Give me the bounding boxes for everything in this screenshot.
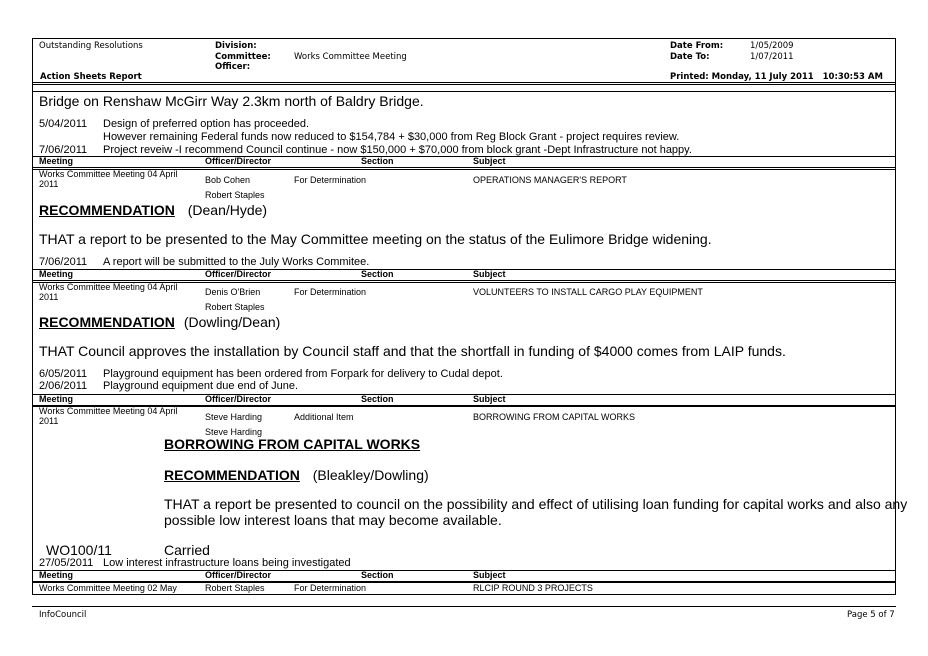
- block1-note-text-1: Design of preferred option has proceeded.: [103, 118, 310, 130]
- col-subject: Subject: [473, 156, 506, 166]
- col-officer: Officer/Director: [205, 570, 272, 580]
- item2-note-date-1: 6/05/2011: [39, 368, 88, 380]
- item2-recommendation: [39, 312, 280, 331]
- item4-officer: Robert Staples: [205, 583, 265, 593]
- table-header-bar: [32, 394, 896, 406]
- header-rule-2: [32, 84, 896, 85]
- item2-note-text-2: Playground equipment due end of June.: [103, 380, 299, 392]
- content-bottom-border: [32, 594, 896, 595]
- col-meeting: Meeting: [39, 269, 74, 279]
- footer-page-number: Page 5 of 7: [847, 610, 895, 620]
- item3-director: Steve Harding: [205, 427, 263, 437]
- item1-note-date: 7/06/2011: [39, 256, 88, 268]
- col-section: Section: [361, 269, 394, 279]
- header-rule-1: [32, 82, 896, 83]
- item3-meeting: Works Committee Meeting 04 April 2011: [39, 406, 178, 426]
- block1-title: Bridge on Renshaw McGirr Way 2.3km north of Baldry Bridge.: [39, 93, 424, 109]
- item3-resolution-no: WO100/11: [46, 542, 112, 558]
- col-meeting: Meeting: [39, 570, 74, 580]
- item2-subject: VOLUNTEERS TO INSTALL CARGO PLAY EQUIPMENT: [473, 287, 703, 297]
- item1-recommendation: [39, 200, 267, 219]
- table-header-bar: [32, 570, 896, 582]
- item4-meeting: Works Committee Meeting 02 May: [39, 583, 177, 593]
- report-title: Outstanding Resolutions: [39, 41, 143, 51]
- item3-title: BORROWING FROM CAPITAL WORKS: [164, 436, 421, 452]
- item3-rec-text-1: THAT a report be presented to council on the possibility and effect of utilising loan funding for capital works and also any: [164, 496, 908, 512]
- item2-officer: Denis O'Brien: [205, 287, 261, 297]
- item4-section: For Determination: [294, 583, 367, 593]
- date-to-value: 1/07/2011: [750, 52, 794, 62]
- item3-subject: BORROWING FROM CAPITAL WORKS: [473, 412, 636, 422]
- printed-time: 10:30:53 AM: [822, 72, 883, 82]
- item1-director: Robert Staples: [205, 190, 265, 200]
- item1-rec-text: THAT a report to be presented to the May Committee meeting on the status of the Eulimore Bridge widening.: [39, 231, 712, 247]
- date-to-label: Date To:: [670, 52, 710, 62]
- item3-note-date: 27/05/2011: [39, 557, 94, 569]
- block1-note-text-2: However remaining Federal funds now reduced to $154,784 + $30,000 from Reg Block Grant - project requires review.: [103, 131, 680, 143]
- division-label: Division:: [215, 41, 257, 51]
- item3-note-text: Low interest infrastructure loans being investigated: [103, 557, 351, 569]
- col-subject: Subject: [473, 394, 506, 404]
- col-section: Section: [361, 570, 394, 580]
- item1-rec-movers: (Dean/Hyde): [187, 202, 268, 218]
- item2-rec-movers: (Dowling/Dean): [183, 314, 281, 330]
- committee-value: Works Committee Meeting: [294, 52, 407, 62]
- block1-note-date-3: 7/06/2011: [39, 144, 88, 156]
- item4-subject: RLCIP ROUND 3 PROJECTS: [473, 583, 593, 593]
- col-subject: Subject: [473, 570, 506, 580]
- col-meeting: Meeting: [39, 394, 74, 404]
- item1-officer: Bob Cohen: [205, 175, 251, 185]
- col-section: Section: [361, 394, 394, 404]
- item3-resolution-status: Carried: [164, 542, 210, 558]
- item3-rec-text-2: possible low interest loans that may become available.: [164, 512, 502, 528]
- item2-section: For Determination: [294, 287, 367, 297]
- item2-meeting: Works Committee Meeting 04 April 2011: [39, 282, 178, 302]
- footer-app-name: InfoCouncil: [39, 610, 87, 620]
- date-from-label: Date From:: [670, 41, 724, 51]
- printed-label: Printed:: [670, 72, 709, 82]
- item3-rec-movers: (Bleakley/Dowling): [312, 467, 429, 483]
- table-header-bar: [32, 156, 896, 168]
- col-section: Section: [361, 156, 394, 166]
- col-officer: Officer/Director: [205, 269, 272, 279]
- item2-director: Robert Staples: [205, 302, 265, 312]
- printed-line: [670, 72, 883, 82]
- header-top-border: [32, 38, 896, 39]
- committee-label: Committee:: [215, 52, 271, 62]
- item2-rec-heading: RECOMMENDATION: [39, 314, 175, 330]
- item2-note-text-1: Playground equipment has been ordered from Forpark for delivery to Cudal depot.: [103, 368, 503, 380]
- col-subject: Subject: [473, 269, 506, 279]
- footer-rule: [32, 606, 896, 607]
- col-officer: Officer/Director: [205, 156, 272, 166]
- col-officer: Officer/Director: [205, 394, 272, 404]
- officer-label: Officer:: [215, 62, 251, 72]
- table-header-bar: [32, 269, 896, 281]
- content-top-border: [32, 91, 896, 92]
- block1-note-date-1: 5/04/2011: [39, 118, 88, 130]
- item1-meeting: Works Committee Meeting 04 April 2011: [39, 169, 178, 189]
- item1-rec-heading: RECOMMENDATION: [39, 202, 175, 218]
- item3-officer: Steve Harding: [205, 412, 263, 422]
- item2-note-date-2: 2/06/2011: [39, 380, 88, 392]
- item1-section: For Determination: [294, 175, 367, 185]
- item1-subject: OPERATIONS MANAGER'S REPORT: [473, 175, 627, 185]
- item3-recommendation: [164, 465, 429, 484]
- frame-left-border: [32, 38, 33, 594]
- report-type: Action Sheets Report: [40, 72, 142, 82]
- printed-date: Monday, 11 July 2011: [711, 72, 814, 82]
- col-meeting: Meeting: [39, 156, 74, 166]
- item3-rec-heading: RECOMMENDATION: [164, 467, 300, 483]
- item2-rec-text: THAT Council approves the installation by Council staff and that the shortfall in funding of $4000 comes from LAIP funds.: [39, 343, 786, 359]
- block1-note-text-3: Project reveiw -I recommend Council continue - now $150,000 + $70,000 from block grant -Dept Infrastructure not happy.: [103, 144, 692, 156]
- date-from-value: 1/05/2009: [750, 41, 794, 51]
- item1-note-text: A report will be submitted to the July Works Commitee.: [103, 256, 370, 268]
- item3-section: Additional Item: [294, 412, 354, 422]
